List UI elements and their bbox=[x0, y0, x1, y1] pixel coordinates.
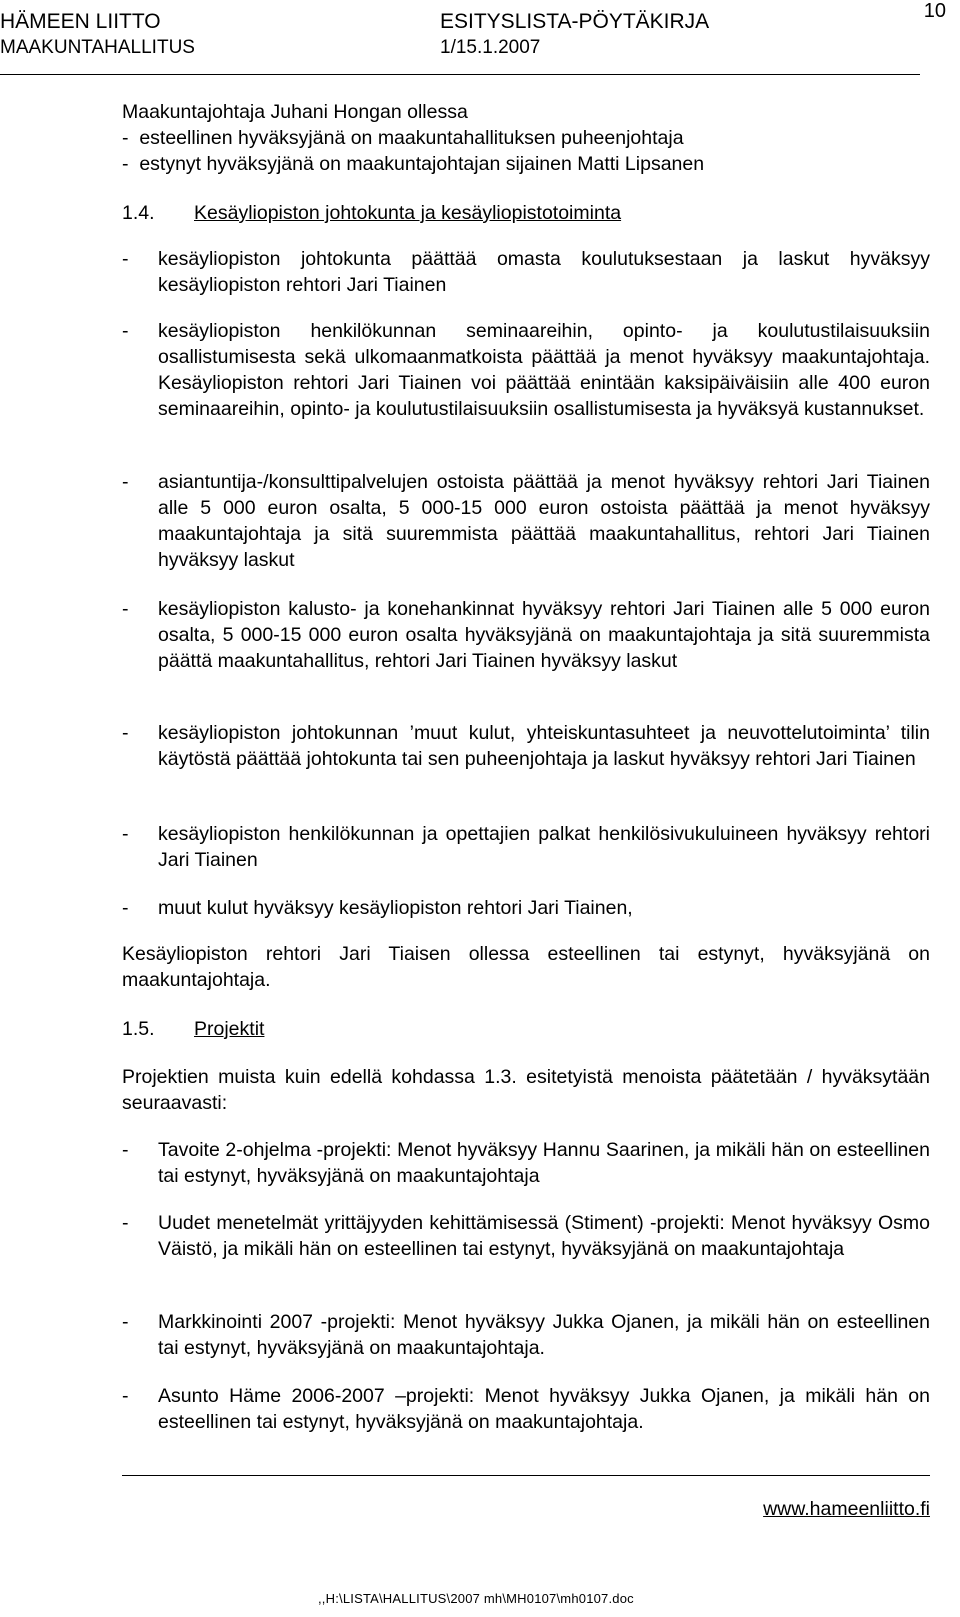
header-doc-type: ESITYSLISTA-PÖYTÄKIRJA bbox=[440, 10, 710, 33]
section-15-item-2: Uudet menetelmät yrittäjyyden kehittämisessä (Stiment) -projekti: Menot hyväksyy Osmo Väistö, ja mikäli hän on esteellinen tai estynyt, hyväksyjänä on maakuntajohtaja bbox=[158, 1212, 930, 1260]
section-14-item-3: asiantuntija-/konsulttipalvelujen ostoista päättää ja menot hyväksyy rehtori Jari Tiainen alle 5 000 euron osalta, 5 000-15 000 euron ostoista päättää ja menot hyväksyy maakuntajohtaja ja sitä suuremmista päättää maakuntahallitus, rehtori Jari Tiainen hyväksyy laskut bbox=[158, 471, 930, 571]
header-doc-date: 1/15.1.2007 bbox=[440, 37, 541, 58]
section-14-item-7: muut kulut hyväksyy kesäyliopiston rehtori Jari Tiainen, bbox=[158, 897, 633, 919]
section-15-intro: Projektien muista kuin edellä kohdassa 1.3. esitetyistä menoista päätetään / hyväksytään seuraavasti: bbox=[122, 1066, 930, 1114]
header-rule bbox=[0, 74, 920, 75]
section-14-item-4: kesäyliopiston kalusto- ja konehankinnat hyväksyy rehtori Jari Tiainen alle 5 000 euron osalta, 5 000-15 000 euron osalta hyväksyjänä on maakuntajohtaja ja sitä suuremmista päättä maakuntahallitus, rehtori Jari Tiainen hyväksyy laskut bbox=[158, 598, 930, 672]
section-14-item-2: kesäyliopiston henkilökunnan seminaareihin, opinto- ja koulutustilaisuuksiin osallistumisesta sekä ulkomaanmatkoista päättää ja menot hyväksyy maakuntajohtaja. Kesäyliopiston rehtori Jari Tiainen voi päättää enintään kaksipäiväisiin alle 400 euron seminaareihin, opinto- ja koulutustilaisuuksiin osallistumisesta ja hyväksyä kustannukset. bbox=[158, 320, 930, 420]
header-org: HÄMEEN LIITTO bbox=[0, 10, 161, 33]
section-14-dash-7: - bbox=[122, 897, 129, 919]
section-14-item-5: kesäyliopiston johtokunnan ’muut kulut, yhteiskuntasuhteet ja neuvottelutoiminta’ tilin käytöstä päättää johtokunta tai sen puheenjohtaja ja laskut hyväksyy rehtori Jari Tiainen bbox=[158, 722, 930, 770]
section-14-dash-4: - bbox=[122, 598, 129, 620]
section-15-item-1: Tavoite 2-ohjelma -projekti: Menot hyväksyy Hannu Saarinen, ja mikäli hän on esteellinen tai estynyt, hyväksyjänä on maakuntajohtaja bbox=[158, 1139, 930, 1187]
section-14-dash-3: - bbox=[122, 471, 129, 493]
section-14-item-6: kesäyliopiston henkilökunnan ja opettajien palkat henkilösivukuluineen hyväksyy rehtori Jari Tiainen bbox=[158, 823, 930, 871]
section-14-dash-1: - bbox=[122, 248, 129, 270]
footer-file-path: ,,H:\LISTA\HALLITUS\2007 mh\MH0107\mh0107.doc bbox=[318, 1591, 634, 1606]
section-14-title: Kesäyliopiston johtokunta ja kesäyliopistotoiminta bbox=[194, 202, 622, 224]
section-15-title: Projektit bbox=[194, 1018, 265, 1040]
section-15-dash-3: - bbox=[122, 1311, 129, 1333]
section-14-closing: Kesäyliopiston rehtori Jari Tiaisen ollessa esteellinen tai estynyt, hyväksyjänä on maakuntajohtaja. bbox=[122, 943, 930, 991]
intro-line-3: - estynyt hyväksyjänä on maakuntajohtajan sijainen Matti Lipsanen bbox=[122, 153, 705, 175]
footer-rule bbox=[122, 1475, 930, 1476]
section-15-dash-1: - bbox=[122, 1139, 129, 1161]
section-15-item-4: Asunto Häme 2006-2007 –projekti: Menot hyväksyy Jukka Ojanen, ja mikäli hän on esteellinen tai estynyt, hyväksyjänä on maakuntajohtaja. bbox=[158, 1385, 930, 1433]
section-15-number: 1.5. bbox=[122, 1018, 155, 1040]
section-15-dash-2: - bbox=[122, 1212, 129, 1234]
intro-line-1: Maakuntajohtaja Juhani Hongan ollessa bbox=[122, 101, 468, 123]
intro-line-2: - esteellinen hyväksyjänä on maakuntahallituksen puheenjohtaja bbox=[122, 127, 684, 149]
footer-url-link[interactable]: www.hameenliitto.fi bbox=[763, 1498, 930, 1520]
section-14-dash-5: - bbox=[122, 722, 129, 744]
section-14-dash-6: - bbox=[122, 823, 129, 845]
header-body: MAAKUNTAHALLITUS bbox=[0, 37, 195, 58]
section-14-number: 1.4. bbox=[122, 202, 155, 224]
section-15-item-3: Markkinointi 2007 -projekti: Menot hyväksyy Jukka Ojanen, ja mikäli hän on esteellinen tai estynyt, hyväksyjänä on maakuntajohtaja. bbox=[158, 1311, 930, 1359]
section-15-dash-4: - bbox=[122, 1385, 129, 1407]
section-14-dash-2: - bbox=[122, 320, 129, 342]
section-14-item-1: kesäyliopiston johtokunta päättää omasta koulutuksestaan ja laskut hyväksyy kesäyliopiston rehtori Jari Tiainen bbox=[158, 248, 930, 296]
page-number: 10 bbox=[923, 0, 946, 22]
